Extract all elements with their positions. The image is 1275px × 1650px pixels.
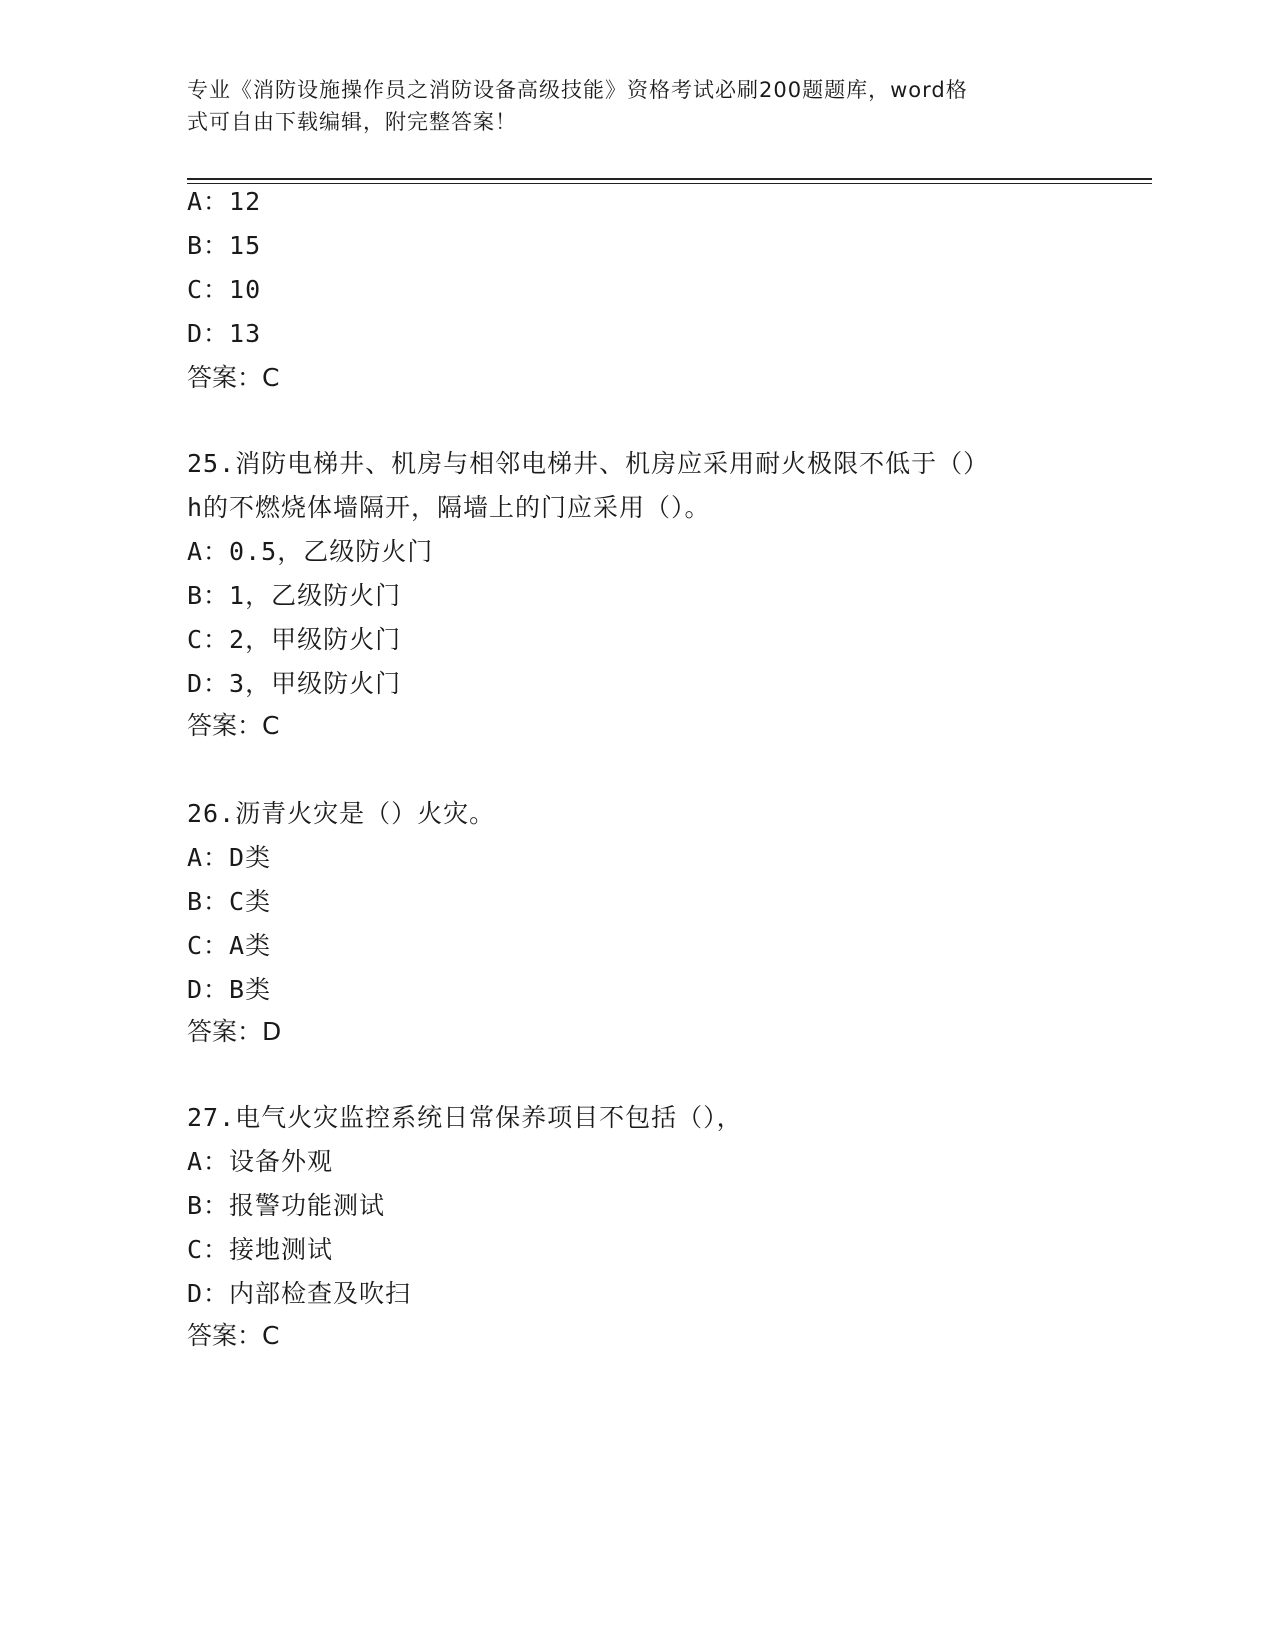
q26-option-a: A：D类 (187, 843, 272, 872)
q25-answer: 答案：C (187, 711, 280, 740)
q25-option-d: D：3，甲级防火门 (187, 669, 402, 698)
q24-option-a: A：12 (187, 187, 262, 216)
q27-answer: 答案：C (187, 1321, 280, 1350)
q24-answer: 答案：C (187, 363, 280, 392)
q24-option-b: B：15 (187, 231, 262, 260)
q25-option-c: C：2，甲级防火门 (187, 625, 402, 654)
header-line-1: 专业《消防设施操作员之消防设备高级技能》资格考试必刷200题题库，word格 (187, 78, 968, 102)
document-header (187, 74, 1067, 138)
q26-option-c: C：A类 (187, 931, 272, 960)
q26-option-d: D：B类 (187, 975, 272, 1004)
header-line-2: 式可自由下载编辑，附完整答案！ (187, 110, 517, 134)
header-divider-thin (187, 183, 1152, 184)
q24-option-d: D：13 (187, 319, 262, 348)
q27-option-a: A：设备外观 (187, 1147, 334, 1176)
q27-option-c: C：接地测试 (187, 1235, 334, 1264)
q27-option-b: B：报警功能测试 (187, 1191, 386, 1220)
q26-option-b: B：C类 (187, 887, 272, 916)
q27-option-d: D：内部检查及吹扫 (187, 1279, 412, 1308)
header-divider-thick (187, 178, 1152, 180)
q26-answer: 答案：D (187, 1017, 282, 1046)
q27-stem: 27.电气火灾监控系统日常保养项目不包括（）， (187, 1103, 743, 1132)
q25-option-b: B：1，乙级防火门 (187, 581, 402, 610)
q26-stem: 26.沥青火灾是（）火灾。 (187, 799, 496, 828)
q25-stem-line-2: h的不燃烧体墙隔开，隔墙上的门应采用（）。 (187, 493, 711, 522)
q25-stem-line-1: 25.消防电梯井、机房与相邻电梯井、机房应采用耐火极限不低于（） (187, 449, 990, 478)
q25-option-a: A：0.5，乙级防火门 (187, 537, 434, 566)
q24-option-c: C：10 (187, 275, 262, 304)
